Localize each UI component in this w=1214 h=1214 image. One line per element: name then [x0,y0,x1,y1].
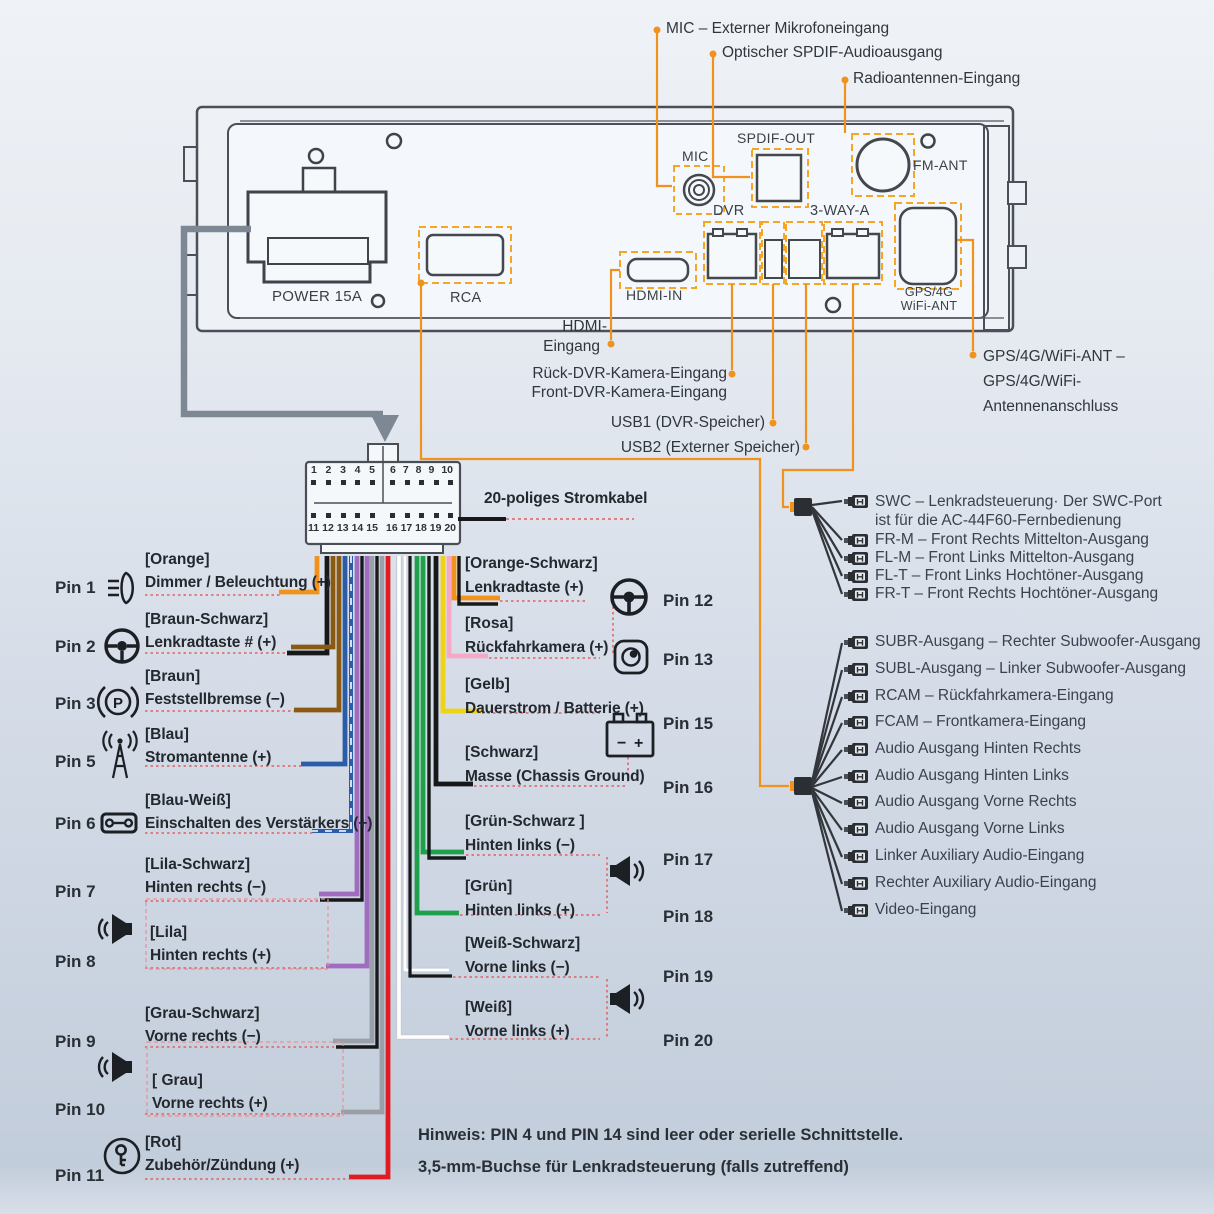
ignition-key-icon [105,1139,139,1173]
pin-11-number: Pin 11 [55,1166,105,1185]
parking-brake-icon [98,687,138,717]
pin-16-number: Pin 16 [663,778,714,797]
note-line-2: 3,5-mm-Buchse für Lenkradsteuerung (falls zutreffend) [418,1158,849,1176]
pin-5-color: [Blau] [145,726,189,743]
pin-numbers-11-15 [308,522,378,534]
harness-item-subr: SUBR-Ausgang – Rechter Subwoofer-Ausgang [875,633,1201,650]
speaker-icon [99,914,132,944]
pin-18-number: Pin 18 [663,907,714,926]
pin-number: 18 [415,522,427,534]
harness-item-audio-hl: Audio Ausgang Hinten Links [875,767,1069,784]
callout-gps-1: GPS/4G/WiFi-ANT – [983,348,1125,365]
pin-20-number: Pin 20 [663,1031,714,1050]
pin-9-color: [Grau-Schwarz] [145,1005,260,1022]
harness-item-aux-r: Rechter Auxiliary Audio-Eingang [875,874,1097,891]
pin-18-color: [Grün] [465,878,513,895]
speaker-icon [610,856,643,886]
pin-13-color: [Rosa] [465,615,514,632]
pin-1-label: Dimmer / Beleuchtung (+) [145,574,331,591]
dvr-label: DVR [713,203,745,219]
pin-number: 20 [444,522,456,534]
harness-item-audio-vr: Audio Ausgang Vorne Rechts [875,793,1077,810]
harness-item-swc: SWC – Lenkradsteuerung· Der SWC-Port ist für die AC-44F60-Fernbedienung [875,493,1162,529]
harness-item-audio-vl: Audio Ausgang Vorne Links [875,820,1065,837]
spdif-out-label: SPDIF-OUT [737,130,816,146]
pin-number: 15 [366,522,378,534]
callout-gps-3: Antennenanschluss [983,398,1119,415]
pin-numbers-6-10 [390,464,453,476]
pin-3-color: [Braun] [145,668,201,685]
callout-mic: MIC – Externer Mikrofoneingang [666,20,890,37]
pin-number: 8 [415,464,422,476]
speaker-icon [610,984,643,1014]
callout-rear-dvr: Rück-DVR-Kamera-Eingang [532,365,727,382]
antenna-icon [103,731,136,778]
harness-item-subl: SUBL-Ausgang – Linker Subwoofer-Ausgang [875,660,1187,677]
pin-number: 3 [340,464,346,476]
steering-wheel-icon [106,630,138,662]
harness-item-video: Video-Eingang [875,901,977,918]
mic-label: MIC [682,148,709,164]
harness-item-aux-l: Linker Auxiliary Audio-Eingang [875,847,1085,864]
spdif-port [752,149,808,207]
pin-10-label: Vorne rechts (+) [152,1095,268,1112]
callout-usb2: USB2 (Externer Speicher) [620,439,800,456]
pin-17-color: [Grün-Schwarz ] [465,813,585,830]
cable-label: 20-poliges Stromkabel [484,490,648,507]
callout-front-dvr: Front-DVR-Kamera-Eingang [531,384,727,401]
pin-10-number: Pin 10 [55,1100,106,1119]
gps-port [895,203,961,289]
camera-icon [615,641,647,673]
pin-numbers-16-20 [386,522,456,534]
wires-left [279,556,388,1177]
pin-8-color: [Lila] [150,924,188,941]
pin-1-number: Pin 1 [55,578,96,597]
pin-15-number: Pin 15 [663,714,714,733]
harness-item-audio-hr: Audio Ausgang Hinten Rechts [875,740,1081,757]
svg-text:P: P [112,695,124,712]
callout-hdmi-2: Eingang [543,338,600,355]
rca-port [419,227,511,283]
harness-bottom-bundle [790,636,868,917]
callout-gps-2: GPS/4G/WiFi- [983,373,1082,390]
speaker-icon [99,1052,132,1082]
pin-number: 17 [400,522,413,534]
pin-6-label: Einschalten des Verstärkers (+) [145,815,373,832]
pin-12-label: Lenkradtaste (+) [465,579,584,596]
pin-number: 6 [390,464,396,476]
pin-number: 11 [308,522,320,534]
pin-contacts [390,480,453,485]
pin-contacts [311,480,375,485]
callout-hdmi-1: HDMI- [562,318,607,335]
pin-15-color: [Gelb] [465,676,510,693]
pin-number: 9 [428,464,435,476]
pin-9-label: Vorne rechts (−) [145,1028,261,1045]
pin-number: 4 [354,464,361,476]
pin-19-number: Pin 19 [663,967,714,986]
pin-number: 13 [336,522,349,534]
pin-11-label: Zubehör/Zündung (+) [145,1157,300,1174]
pin-15-label: Dauerstrom / Batterie (+) [465,700,644,717]
three-way-label: 3-WAY-A [810,203,870,219]
callout-usb1: USB1 (DVR-Speicher) [610,414,765,431]
pin-5-number: Pin 5 [55,752,96,771]
gps-box-label-2: WiFi-ANT [900,299,958,313]
pin-19-label: Vorne links (−) [465,959,570,976]
pin-number: 14 [351,522,364,534]
pin-contacts [311,513,375,518]
pin-7-label: Hinten rechts (−) [145,879,267,896]
pin-contacts [390,513,453,518]
pin-8-number: Pin 8 [55,952,96,971]
harness-item-flm: FL-M – Front Links Mittelton-Ausgang [875,549,1135,566]
pin-numbers-1-5 [311,464,375,476]
pin-7-number: Pin 7 [55,882,96,901]
pin-2-label: Lenkradtaste # (+) [145,634,277,651]
pin-20-color: [Weiß] [465,999,513,1016]
pin-number: 1 [311,464,317,476]
power-harness-connector [306,444,460,553]
rca-label: RCA [450,290,482,306]
pin-2-color: [Braun-Schwarz] [145,611,269,628]
harness-item-frt: FR-T – Front Rechts Hochtöner-Ausgang [875,585,1159,602]
pin-19-color: [Weiß-Schwarz] [465,935,581,952]
pin-13-label: Rückfahrkamera (+) [465,639,609,656]
pin-2-number: Pin 2 [55,637,96,656]
harness-item-fcam: FCAM – Frontkamera-Eingang [875,713,1087,730]
pin-8-label: Hinten rechts (+) [150,947,272,964]
pin-5-label: Stromantenne (+) [145,749,272,766]
callout-radio: Radioantennen-Eingang [853,70,1021,87]
callout-spdif: Optischer SPDIF-Audioausgang [722,44,943,61]
note-line-1: Hinweis: PIN 4 und PIN 14 sind leer oder serielle Schnittstelle. [418,1126,904,1144]
pin-11-color: [Rot] [145,1134,182,1151]
pin-number: 7 [402,464,409,476]
pin-7-color: [Lila-Schwarz] [145,856,251,873]
pin-12-color: [Orange-Schwarz] [465,555,598,572]
pin-16-label: Masse (Chassis Ground) [465,768,645,785]
harness-item-flt: FL-T – Front Links Hochtöner-Ausgang [875,567,1144,584]
pin-6-color: [Blau-Weiß] [145,792,231,809]
hdmi-in-label: HDMI-IN [626,287,683,303]
pin-3-label: Feststellbremse (−) [145,691,285,708]
pin-9-number: Pin 9 [55,1032,96,1051]
pin-17-label: Hinten links (−) [465,837,575,854]
steering-wheel-icon [612,580,646,614]
pin-number: 5 [369,464,375,476]
pin-17-number: Pin 17 [663,850,714,869]
pin-6-number: Pin 6 [55,814,96,833]
pin-number: 12 [322,522,334,534]
pin-12-number: Pin 12 [663,591,714,610]
pin-20-label: Vorne links (+) [465,1023,570,1040]
battery-icon [607,714,653,756]
pin-number: 2 [325,464,332,476]
pin-1-color: [Orange] [145,551,210,568]
amplifier-icon [102,814,136,832]
dimmer-light-icon [108,573,133,603]
pin-number: 16 [386,522,398,534]
pin-10-color: [ Grau] [152,1072,203,1089]
pin-13-number: Pin 13 [663,650,714,669]
harness-item-rcam: RCAM – Rückfahrkamera-Eingang [875,687,1114,704]
gps-box-label-1: GPS/4G [904,285,954,299]
svg-text:−: − [617,735,627,752]
pin-number: 10 [441,464,453,476]
svg-text:+: + [634,735,644,752]
harness-top-bundle [790,495,868,601]
pin-3-number: Pin 3 [55,694,96,713]
pin-18-label: Hinten links (+) [465,902,575,919]
pin-number: 19 [429,522,442,534]
harness-item-frm: FR-M – Front Rechts Mittelton-Ausgang [875,531,1149,548]
power-label: POWER 15A [272,288,363,305]
pin-16-color: [Schwarz] [465,744,539,761]
fm-ant-label: FM-ANT [913,157,968,173]
